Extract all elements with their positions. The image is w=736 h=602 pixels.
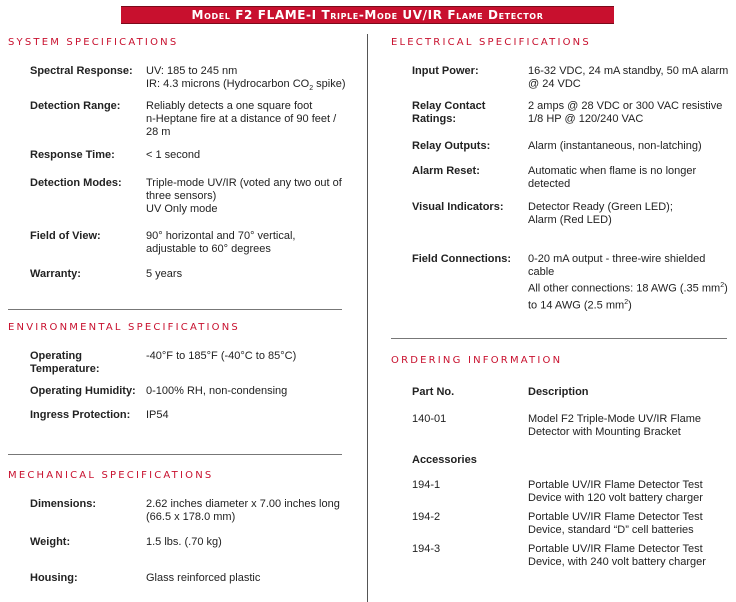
environmental-specs-heading: ENVIRONMENTAL SPECIFICATIONS bbox=[8, 322, 240, 333]
spec-value: 5 years bbox=[146, 268, 183, 280]
part-number: 194-3 bbox=[412, 543, 441, 555]
spec-label: Visual Indicators: bbox=[412, 201, 504, 213]
spec-label: Housing: bbox=[30, 572, 78, 584]
spec-label: Detection Range: bbox=[30, 100, 121, 112]
part-number: 140-01 bbox=[412, 413, 447, 425]
spec-label: Warranty: bbox=[30, 268, 81, 280]
part-description: Portable UV/IR Flame Detector Test Device with 120 volt battery charger bbox=[528, 479, 703, 504]
spec-label: Detection Modes: bbox=[30, 177, 122, 189]
spec-label: Operating Temperature: bbox=[30, 350, 100, 375]
part-description: Portable UV/IR Flame Detector Test Device, standard “D” cell batteries bbox=[528, 511, 703, 536]
spec-value: 1.5 lbs. (.70 kg) bbox=[146, 536, 222, 548]
column-divider bbox=[367, 34, 368, 602]
spec-value: Glass reinforced plastic bbox=[146, 572, 261, 584]
spec-label: Operating Humidity: bbox=[30, 385, 136, 397]
part-number-header: Part No. bbox=[412, 386, 455, 398]
spec-value: Triple-mode UV/IR (voted any two out of three sensors) UV Only mode bbox=[146, 177, 342, 215]
spec-value: -40°F to 185°F (-40°C to 85°C) bbox=[146, 350, 297, 362]
mechanical-specs-heading: MECHANICAL SPECIFICATIONS bbox=[8, 470, 214, 481]
spec-label: Alarm Reset: bbox=[412, 165, 480, 177]
accessories-header: Accessories bbox=[412, 454, 477, 466]
part-description: Model F2 Triple-Mode UV/IR Flame Detector with Mounting Bracket bbox=[528, 413, 701, 438]
spec-value: Automatic when flame is no longer detected bbox=[528, 165, 697, 190]
spec-value: IP54 bbox=[146, 409, 169, 421]
spec-label: Input Power: bbox=[412, 65, 479, 77]
spec-value: Detector Ready (Green LED); Alarm (Red LED) bbox=[528, 201, 673, 226]
spec-label: Dimensions: bbox=[30, 498, 97, 510]
spec-value: 90° horizontal and 70° vertical, adjustable to 60° degrees bbox=[146, 230, 296, 255]
part-number: 194-2 bbox=[412, 511, 441, 523]
spec-value: 2.62 inches diameter x 7.00 inches long (66.5 x 178.0 mm) bbox=[146, 498, 340, 523]
spec-value: UV: 185 to 245 nm IR: 4.3 microns (Hydrocarbon $CO_2$ spike) bbox=[146, 65, 346, 93]
spec-label: Field of View: bbox=[30, 230, 101, 242]
system-specs-heading: SYSTEM SPECIFICATIONS bbox=[8, 37, 179, 48]
spec-label: Spectral Response: bbox=[30, 65, 133, 77]
spec-value: Alarm (instantaneous, non-latching) bbox=[528, 140, 702, 152]
part-number: 194-1 bbox=[412, 479, 441, 491]
page-title: Model F2 FLAME-I Triple-Mode UV/IR Flame Detector bbox=[121, 6, 614, 24]
spec-label: Response Time: bbox=[30, 149, 115, 161]
spec-label: Field Connections: bbox=[412, 253, 511, 265]
spec-label: Ingress Protection: bbox=[30, 409, 131, 421]
spec-label: Relay Contact Ratings: bbox=[412, 100, 486, 125]
spec-value: 16-32 VDC, 24 mA standby, 50 mA alarm @ 24 VDC bbox=[528, 65, 729, 90]
section-divider bbox=[391, 338, 727, 339]
section-divider bbox=[8, 309, 342, 310]
section-divider bbox=[8, 454, 342, 455]
spec-label: Weight: bbox=[30, 536, 71, 548]
spec-value: 0-100% RH, non-condensing bbox=[146, 385, 288, 397]
spec-value: < 1 second bbox=[146, 149, 201, 161]
description-header: Description bbox=[528, 386, 589, 398]
ordering-info-heading: ORDERING INFORMATION bbox=[391, 355, 563, 366]
part-description: Portable UV/IR Flame Detector Test Device, with 240 volt battery charger bbox=[528, 543, 706, 568]
spec-value: Reliably detects a one square foot n-Heptane fire at a distance of 90 feet / 28 m bbox=[146, 100, 337, 138]
spec-value: 0-20 mA output - three-wire shielded cable All other connections: 18 AWG (.35 $mm^2$) to 14 AWG (2.5 $mm^2$) bbox=[528, 253, 728, 312]
electrical-specs-heading: ELECTRICAL SPECIFICATIONS bbox=[391, 37, 591, 48]
spec-value: 2 amps @ 28 VDC or 300 VAC resistive 1/8 HP @ 120/240 VAC bbox=[528, 100, 723, 125]
spec-label: Relay Outputs: bbox=[412, 140, 491, 152]
